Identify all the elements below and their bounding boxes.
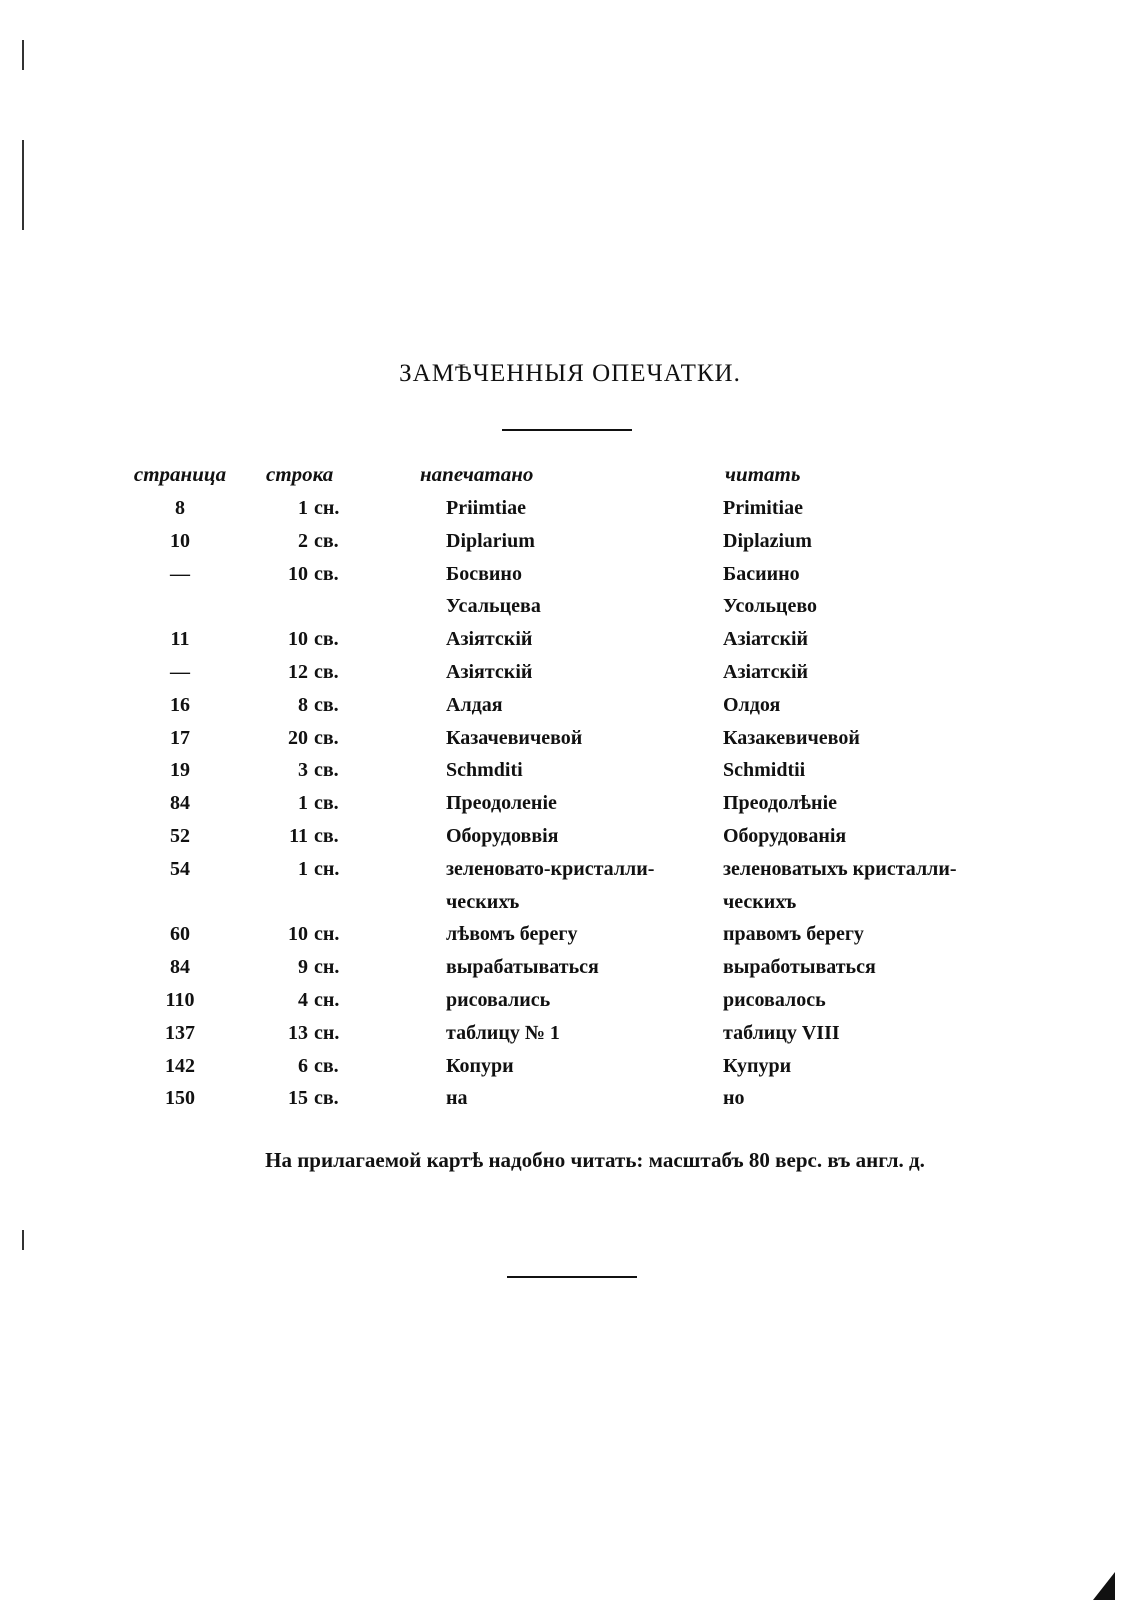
row-line-position: св. — [314, 660, 339, 683]
scan-mark — [22, 140, 24, 230]
row-read: Азіатскій — [723, 628, 809, 651]
row-line-number: 2 — [298, 529, 308, 552]
row-page: 19 — [170, 759, 190, 782]
row-line — [258, 858, 368, 881]
row-line-number: 12 — [288, 660, 308, 683]
errata-row — [0, 694, 1140, 727]
row-page: 8 — [175, 497, 185, 519]
errata-row — [0, 1055, 1140, 1088]
row-printed: Босвино — [446, 562, 522, 585]
row-printed: Копури — [446, 1054, 514, 1077]
errata-row — [0, 825, 1140, 858]
errata-row — [0, 1022, 1140, 1055]
end-divider — [507, 1276, 637, 1278]
header-line: строка — [266, 462, 334, 486]
row-page: — — [170, 562, 190, 585]
row-read: Басиино — [723, 562, 800, 585]
row-line — [258, 923, 368, 946]
row-line-number: 15 — [288, 1087, 308, 1110]
errata-row — [0, 923, 1140, 956]
errata-table — [0, 462, 1140, 1120]
row-printed: Алдая — [446, 693, 503, 716]
errata-row — [0, 1087, 1140, 1120]
row-line-position: св. — [314, 759, 339, 782]
row-printed: Усальцева — [446, 595, 541, 618]
row-read: рисовалось — [723, 988, 826, 1011]
row-read: Diplazium — [723, 529, 812, 552]
row-read: Преодолѣніе — [723, 792, 838, 815]
row-printed: Diplarium — [446, 529, 535, 552]
row-read: Оборудованія — [723, 824, 847, 847]
row-line-number: 6 — [298, 1054, 308, 1077]
row-read: Олдоя — [723, 693, 781, 716]
row-printed: Priimtiae — [446, 497, 526, 519]
row-read: ческихъ — [723, 890, 797, 913]
row-line-number: 10 — [288, 562, 308, 585]
page-title: ЗАМѢЧЕННЫЯ ОПЕЧАТКИ. — [399, 360, 741, 387]
row-printed: Азіятскій — [446, 660, 533, 683]
row-line — [258, 825, 368, 848]
row-read: Азіатскій — [723, 660, 809, 683]
row-line — [258, 530, 368, 553]
row-read: правомъ берегу — [723, 923, 864, 946]
row-read: Казакевичевой — [723, 726, 860, 749]
errata-row — [0, 595, 1140, 628]
row-printed: рисовались — [446, 988, 551, 1011]
row-line-number: 10 — [288, 923, 308, 946]
row-read: таблицу VIII — [723, 1021, 840, 1044]
row-printed: Оборудоввія — [446, 824, 559, 847]
map-footnote: На прилагаемой картѣ надобно читать: масштабъ 80 верс. въ англ. д. — [265, 1148, 925, 1172]
row-line-position: св. — [314, 1087, 339, 1110]
row-printed: Казачевичевой — [446, 726, 583, 749]
errata-row — [0, 661, 1140, 694]
row-page: 17 — [170, 726, 190, 749]
page-corner-mark — [1093, 1572, 1115, 1600]
row-line — [258, 1055, 368, 1078]
errata-row — [0, 530, 1140, 563]
errata-row — [0, 759, 1140, 792]
row-line — [258, 727, 368, 750]
row-read: Primitiae — [723, 497, 803, 519]
header-read: читать — [725, 462, 801, 486]
row-line — [258, 628, 368, 651]
row-printed: вырабатываться — [446, 956, 599, 979]
row-line — [258, 595, 368, 618]
row-line — [258, 694, 368, 717]
errata-header-row — [0, 462, 1140, 497]
row-line-position: сн. — [314, 497, 340, 519]
scan-mark — [22, 40, 24, 70]
row-line — [258, 661, 368, 684]
row-printed: Преодоленіе — [446, 792, 557, 815]
row-read: Купури — [723, 1054, 792, 1077]
row-page: 142 — [165, 1054, 195, 1077]
row-read: зеленоватыхъ кристалли- — [723, 857, 957, 880]
header-printed: напечатано — [420, 462, 534, 486]
row-read: но — [723, 1087, 745, 1110]
row-line-number: 9 — [298, 956, 308, 979]
row-line — [258, 1022, 368, 1045]
header-page: страница — [133, 462, 227, 486]
errata-rows — [0, 497, 1140, 1120]
row-line-number: 11 — [289, 824, 308, 847]
row-line-position: св. — [314, 792, 339, 815]
row-printed: зеленовато-кристалли- — [446, 857, 655, 880]
row-page: 54 — [170, 857, 190, 880]
scan-mark — [22, 1230, 24, 1250]
row-line — [258, 563, 368, 586]
errata-row — [0, 628, 1140, 661]
row-line-position: сн. — [314, 988, 340, 1011]
row-line — [258, 1087, 368, 1110]
row-line-position: св. — [314, 726, 339, 749]
title-divider — [502, 429, 632, 431]
row-page: — — [170, 660, 190, 683]
row-line — [258, 792, 368, 815]
row-printed: Schmditi — [446, 759, 523, 782]
row-printed: Азіятскій — [446, 628, 533, 651]
errata-row — [0, 891, 1140, 924]
errata-row — [0, 989, 1140, 1022]
row-line — [258, 497, 368, 520]
row-line-number: 1 — [298, 792, 308, 815]
row-line-position: св. — [314, 628, 339, 651]
row-line-position: сн. — [314, 956, 340, 979]
row-line-number: 1 — [298, 857, 308, 880]
row-line-position: сн. — [314, 857, 340, 880]
row-printed: таблицу № 1 — [446, 1021, 560, 1044]
row-line-position: св. — [314, 824, 339, 847]
row-line — [258, 956, 368, 979]
row-line-number: 4 — [298, 988, 308, 1011]
errata-row — [0, 727, 1140, 760]
errata-row — [0, 497, 1140, 530]
row-page: 137 — [165, 1021, 195, 1044]
row-read: Schmidtii — [723, 759, 806, 782]
row-page: 60 — [170, 923, 190, 946]
row-printed: на — [446, 1087, 468, 1110]
row-read: выработываться — [723, 956, 876, 979]
row-printed: лѣвомъ берегу — [446, 923, 578, 946]
row-line-position: сн. — [314, 923, 340, 946]
row-line — [258, 759, 368, 782]
row-page: 110 — [165, 988, 195, 1011]
errata-row — [0, 792, 1140, 825]
errata-row — [0, 956, 1140, 989]
row-page: 16 — [170, 693, 190, 716]
row-page: 52 — [170, 824, 190, 847]
row-line-position: св. — [314, 529, 339, 552]
row-line-position: св. — [314, 562, 339, 585]
row-page: 11 — [170, 628, 190, 651]
errata-row — [0, 858, 1140, 891]
row-line-number: 20 — [288, 726, 308, 749]
row-line-number: 13 — [288, 1021, 308, 1044]
row-line-position: св. — [314, 693, 339, 716]
row-read: Усольцево — [723, 595, 817, 618]
errata-row — [0, 563, 1140, 596]
row-line-number: 8 — [298, 693, 308, 716]
row-line-number: 1 — [298, 497, 308, 519]
row-line — [258, 891, 368, 914]
row-page: 84 — [170, 956, 190, 979]
row-line-position: св. — [314, 1054, 339, 1077]
row-page: 10 — [170, 529, 190, 552]
row-line-number: 3 — [298, 759, 308, 782]
row-line — [258, 989, 368, 1012]
row-printed: ческихъ — [446, 890, 520, 913]
row-line-position: сн. — [314, 1021, 340, 1044]
row-line-number: 10 — [288, 628, 308, 651]
row-page: 150 — [165, 1087, 195, 1110]
row-page: 84 — [170, 792, 190, 815]
